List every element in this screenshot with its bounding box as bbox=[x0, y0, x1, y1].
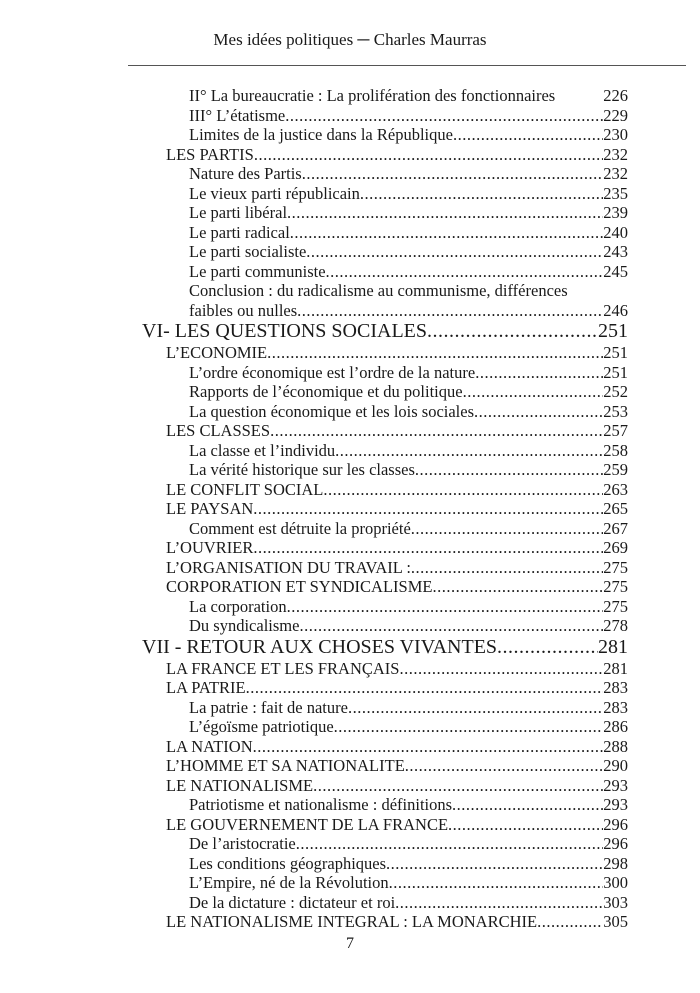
toc-leader-dots bbox=[253, 737, 604, 757]
toc-leader-dots bbox=[287, 203, 603, 223]
toc-entry-page: 252 bbox=[603, 382, 628, 401]
toc-entry-title: CORPORATION ET SYNDICALISME bbox=[166, 577, 433, 596]
toc-entry-title: LA NATION bbox=[166, 736, 253, 756]
toc-entry-page: 286 bbox=[603, 717, 628, 736]
toc-entry-page: 253 bbox=[603, 401, 628, 421]
toc-entry bbox=[0, 402, 628, 422]
toc-leader-dots bbox=[415, 460, 603, 480]
header-rule bbox=[128, 65, 686, 66]
toc-leader-dots bbox=[427, 320, 598, 343]
running-header: Mes idées politiques ─ Charles Maurras bbox=[213, 30, 487, 49]
toc-entry-page: 283 bbox=[603, 678, 628, 697]
toc-entry-page: 235 bbox=[603, 183, 628, 203]
toc-leader-dots bbox=[348, 698, 603, 718]
toc-entry-page: 251 bbox=[598, 320, 628, 342]
toc-entry-page: 269 bbox=[603, 538, 628, 557]
toc-leader-dots bbox=[302, 164, 604, 184]
toc-leader-dots bbox=[313, 776, 603, 796]
toc-entry-title: LE CONFLIT SOCIAL bbox=[166, 479, 324, 499]
toc-entry bbox=[0, 106, 628, 126]
toc-entry-page: 230 bbox=[603, 125, 628, 144]
toc-entry bbox=[0, 659, 628, 679]
toc-entry-title: L’HOMME ET SA NATIONALITE bbox=[166, 756, 405, 775]
toc-entry-page: 300 bbox=[603, 873, 628, 892]
toc-entry-title: II° La bureaucratie : La prolifération des fonctionnaires bbox=[189, 86, 556, 105]
toc-leader-dots bbox=[326, 262, 604, 282]
toc-entry-page: 296 bbox=[603, 814, 628, 834]
toc-entry-page: 305 bbox=[603, 912, 628, 931]
toc-leader-dots bbox=[389, 873, 604, 893]
toc-entry-page: 293 bbox=[603, 775, 628, 795]
toc-leader-dots bbox=[290, 223, 603, 243]
toc-leader-dots bbox=[463, 382, 604, 402]
toc-entry-page: 246 bbox=[603, 300, 628, 320]
toc-leader-dots bbox=[334, 717, 604, 737]
toc-entry-title: LE GOUVERNEMENT DE LA FRANCE bbox=[166, 814, 449, 834]
toc-entry-page: 232 bbox=[603, 164, 628, 183]
toc-leader-dots bbox=[287, 597, 604, 617]
toc-entry-title: La patrie : fait de nature bbox=[189, 697, 348, 717]
toc-entry-title: De la dictature : dictateur et roi bbox=[189, 892, 396, 912]
toc-leader-dots bbox=[296, 834, 604, 854]
toc-entry-title: III° L’étatisme bbox=[189, 105, 286, 125]
toc-entry bbox=[0, 223, 628, 243]
toc-leader-dots bbox=[432, 577, 603, 597]
toc-leader-dots bbox=[497, 636, 598, 659]
toc-leader-dots bbox=[246, 678, 604, 698]
toc-entry-page: 288 bbox=[603, 736, 628, 756]
toc-entry bbox=[0, 616, 628, 636]
toc-entry-page: 259 bbox=[603, 460, 628, 479]
toc-entry bbox=[0, 262, 628, 282]
toc-entry bbox=[0, 164, 628, 184]
toc-entry bbox=[0, 854, 628, 874]
toc-leader-dots bbox=[267, 343, 603, 363]
toc-entry-title: L’ordre économique est l’ordre de la nature bbox=[189, 362, 476, 382]
toc-entry bbox=[0, 145, 628, 165]
toc-leader-dots bbox=[474, 402, 603, 422]
table-of-contents bbox=[0, 86, 700, 932]
toc-entry bbox=[0, 597, 628, 617]
toc-entry-page: 293 bbox=[603, 795, 628, 814]
toc-entry-page: 290 bbox=[603, 756, 628, 775]
toc-entry-title: LES PARTIS bbox=[166, 144, 254, 164]
toc-entry-title: Les conditions géographiques bbox=[189, 853, 387, 873]
toc-entry-page: 267 bbox=[603, 518, 628, 538]
toc-entry-title: Nature des Partis bbox=[189, 164, 302, 183]
toc-entry-title: VI- LES QUESTIONS SOCIALES bbox=[142, 320, 427, 342]
toc-entry-page: 275 bbox=[603, 596, 628, 616]
toc-entry-page: 298 bbox=[603, 853, 628, 873]
toc-leader-dots bbox=[335, 441, 603, 461]
toc-leader-dots bbox=[411, 519, 603, 539]
toc-leader-dots bbox=[453, 125, 603, 145]
toc-entry-page: 303 bbox=[603, 892, 628, 912]
toc-leader-dots bbox=[452, 795, 603, 815]
toc-leader-dots bbox=[386, 854, 603, 874]
toc-entry-page: 258 bbox=[603, 440, 628, 460]
toc-entry-page: 251 bbox=[603, 362, 628, 382]
toc-entry-title: LA PATRIE bbox=[166, 678, 246, 697]
toc-leader-dots bbox=[411, 558, 603, 578]
toc-entry-title: Conclusion : du radicalisme au communisme, différences bbox=[189, 281, 568, 300]
toc-entry bbox=[0, 242, 628, 262]
toc-entry bbox=[0, 499, 628, 519]
toc-entry-page: 296 bbox=[603, 834, 628, 853]
toc-entry-page: 281 bbox=[598, 635, 628, 658]
toc-entry-title: Patriotisme et nationalisme : définitions bbox=[189, 795, 453, 814]
toc-entry-page: 232 bbox=[603, 144, 628, 164]
toc-entry-title: LE NATIONALISME INTEGRAL : LA MONARCHIE bbox=[166, 912, 538, 931]
toc-entry-page: 243 bbox=[603, 242, 628, 261]
toc-entry-page: 257 bbox=[603, 421, 628, 440]
toc-entry bbox=[0, 912, 628, 932]
toc-entry bbox=[0, 125, 628, 145]
toc-leader-dots bbox=[360, 184, 603, 204]
toc-entry bbox=[0, 320, 628, 343]
toc-leader-dots bbox=[253, 538, 603, 558]
toc-entry-page: 278 bbox=[603, 616, 628, 635]
toc-leader-dots bbox=[395, 893, 603, 913]
toc-entry-title: La vérité historique sur les classes bbox=[189, 460, 415, 479]
toc-entry bbox=[0, 421, 628, 441]
toc-entry bbox=[0, 698, 628, 718]
toc-entry-page: 265 bbox=[603, 499, 628, 518]
toc-entry bbox=[0, 717, 628, 737]
toc-entry bbox=[0, 815, 628, 835]
toc-entry bbox=[0, 538, 628, 558]
toc-entry-title: Du syndicalisme bbox=[189, 616, 300, 635]
toc-entry bbox=[0, 184, 628, 204]
toc-leader-dots bbox=[253, 499, 603, 519]
toc-entry-title: LE NATIONALISME bbox=[166, 775, 314, 795]
toc-entry-title: VII - RETOUR AUX CHOSES VIVANTES bbox=[142, 635, 498, 658]
toc-leader-dots bbox=[254, 145, 603, 165]
toc-entry-title: De l’aristocratie bbox=[189, 834, 296, 853]
toc-entry-page: 283 bbox=[603, 697, 628, 717]
toc-entry bbox=[0, 737, 628, 757]
toc-entry bbox=[0, 873, 628, 893]
toc-entry bbox=[0, 301, 628, 321]
toc-entry bbox=[0, 460, 628, 480]
toc-entry-page: 240 bbox=[603, 222, 628, 242]
toc-entry-title: L’Empire, né de la Révolution bbox=[189, 873, 389, 892]
toc-entry-page: 275 bbox=[603, 557, 628, 577]
toc-entry-title: Le parti socialiste bbox=[189, 242, 307, 261]
toc-entry bbox=[0, 343, 628, 363]
toc-entry-title: LA FRANCE ET LES FRANÇAIS bbox=[166, 658, 400, 678]
toc-entry bbox=[0, 86, 628, 106]
toc-entry-title: Le vieux parti républicain bbox=[189, 183, 360, 203]
toc-entry bbox=[0, 678, 628, 698]
toc-entry bbox=[0, 776, 628, 796]
toc-leader-dots bbox=[323, 480, 603, 500]
toc-entry-title: L’égoïsme patriotique bbox=[189, 717, 334, 736]
toc-entry bbox=[0, 519, 628, 539]
toc-leader-dots bbox=[285, 106, 603, 126]
toc-entry-title: La classe et l’individu bbox=[189, 440, 336, 460]
toc-entry-page: 281 bbox=[603, 658, 628, 678]
toc-entry bbox=[0, 834, 628, 854]
toc-entry bbox=[0, 558, 628, 578]
page-number: 7 bbox=[346, 935, 354, 952]
toc-leader-dots bbox=[405, 756, 603, 776]
toc-leader-dots bbox=[399, 659, 603, 679]
toc-entry bbox=[0, 441, 628, 461]
toc-entry-page: 226 bbox=[603, 86, 628, 105]
toc-entry bbox=[0, 281, 628, 301]
toc-entry-page: 263 bbox=[603, 479, 628, 499]
toc-leader-dots bbox=[297, 301, 603, 321]
toc-entry-title: L’ORGANISATION DU TRAVAIL : bbox=[166, 557, 411, 577]
toc-entry-title: La question économique et les lois sociales bbox=[189, 401, 475, 421]
toc-leader-dots bbox=[537, 912, 603, 932]
toc-entry-page: 251 bbox=[603, 343, 628, 362]
toc-leader-dots bbox=[299, 616, 603, 636]
toc-entry-title: LE PAYSAN bbox=[166, 499, 254, 518]
toc-entry-title: Comment est détruite la propriété bbox=[189, 518, 411, 538]
toc-leader-dots bbox=[306, 242, 603, 262]
toc-entry-title: L’ECONOMIE bbox=[166, 343, 268, 362]
toc-entry-title: Le parti communiste bbox=[189, 261, 326, 281]
toc-entry bbox=[0, 203, 628, 223]
toc-entry bbox=[0, 756, 628, 776]
toc-entry-title: Le parti libéral bbox=[189, 203, 288, 222]
toc-entry bbox=[0, 363, 628, 383]
toc-entry-page: 229 bbox=[603, 105, 628, 125]
toc-entry bbox=[0, 636, 628, 659]
toc-entry-title: Rapports de l’économique et du politique bbox=[189, 382, 463, 401]
toc-leader-dots bbox=[448, 815, 603, 835]
toc-entry-page: 275 bbox=[603, 577, 628, 596]
toc-entry bbox=[0, 893, 628, 913]
toc-entry-title: Limites de la justice dans la République bbox=[189, 125, 453, 144]
toc-entry bbox=[0, 480, 628, 500]
toc-entry-title: La corporation bbox=[189, 596, 287, 616]
toc-leader-dots bbox=[475, 363, 603, 383]
toc-entry-title: LES CLASSES bbox=[166, 421, 271, 440]
toc-entry bbox=[0, 577, 628, 597]
toc-entry-title: faibles ou nulles bbox=[189, 300, 298, 320]
toc-entry-page: 239 bbox=[603, 203, 628, 222]
toc-leader-dots bbox=[270, 421, 603, 441]
toc-entry bbox=[0, 382, 628, 402]
toc-entry-page: 245 bbox=[603, 261, 628, 281]
toc-entry-title: Le parti radical bbox=[189, 222, 290, 242]
toc-entry-title: L’OUVRIER bbox=[166, 538, 254, 557]
toc-entry bbox=[0, 795, 628, 815]
